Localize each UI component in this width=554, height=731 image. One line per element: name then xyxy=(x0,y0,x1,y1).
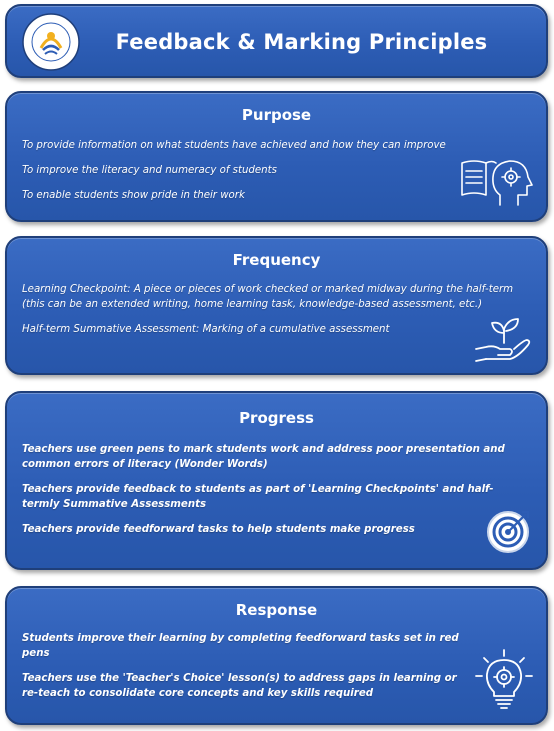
progress-panel xyxy=(5,391,548,570)
list-item: To provide information on what students have achieved and how they can improve xyxy=(22,140,446,151)
list-item: Teachers provide feedforward tasks to help students make progress xyxy=(22,524,415,535)
target-icon xyxy=(486,508,532,554)
purpose-panel xyxy=(5,91,548,222)
list-item: To improve the literacy and numeracy of students xyxy=(22,165,277,176)
list-item: To enable students show pride in their work xyxy=(22,190,245,201)
page-title: Feedback & Marking Principles xyxy=(115,30,488,54)
list-item: Teachers provide feedback to students as part of 'Learning Checkpoints' and half-termly Summative Assessments xyxy=(22,484,494,510)
list-item: Teachers use the 'Teacher's Choice' lesson(s) to address gaps in learning or re-teach to consolidate core concepts and key skills required xyxy=(22,673,457,699)
progress-list xyxy=(22,442,516,547)
response-list xyxy=(22,631,476,711)
frequency-panel xyxy=(5,236,548,375)
frequency-list xyxy=(22,282,516,347)
lightbulb-gear-icon xyxy=(474,648,534,710)
section-title-frequency: Frequency xyxy=(232,251,321,269)
section-title-progress: Progress xyxy=(239,409,314,427)
list-item: Teachers use green pens to mark students work and address poor presentation and common errors of literacy (Wonder Words) xyxy=(22,444,505,470)
section-title-purpose: Purpose xyxy=(241,106,312,124)
book-brain-icon xyxy=(460,155,534,209)
hand-plant-icon xyxy=(474,315,534,365)
list-item: Students improve their learning by completing feedforward tasks set in red pens xyxy=(22,633,459,659)
section-title-response: Response xyxy=(235,601,318,619)
list-item: Learning Checkpoint: A piece or pieces of work checked or marked midway during the half-term (this can be an extended writing, home learning task, knowledge-based assessment, etc.) xyxy=(22,284,514,310)
list-item: Half-term Summative Assessment: Marking of a cumulative assessment xyxy=(22,324,390,335)
response-panel xyxy=(5,586,548,725)
purpose-list xyxy=(22,138,476,213)
header-banner xyxy=(5,4,548,78)
